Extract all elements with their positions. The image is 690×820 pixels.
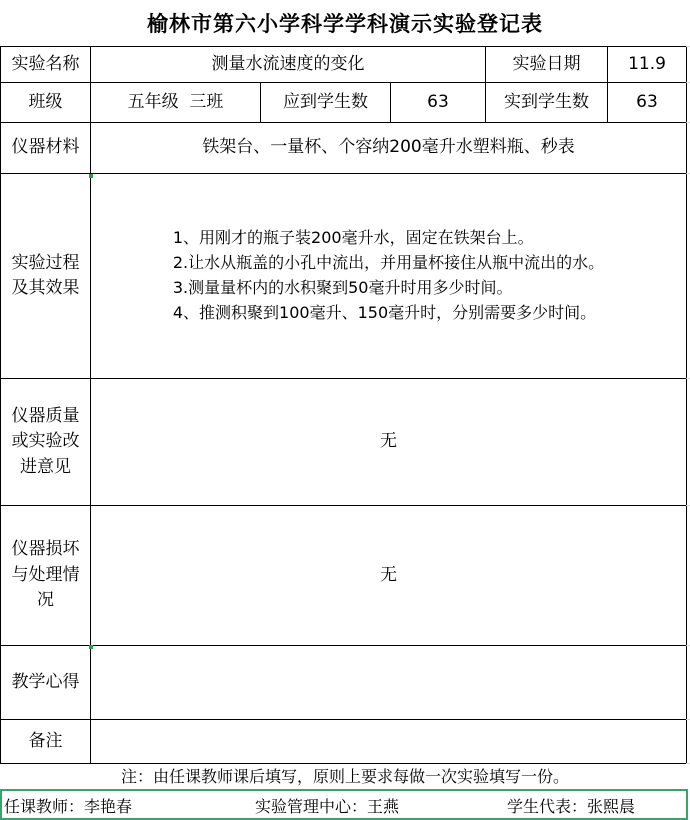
sheet-gridline [686, 763, 690, 764]
registration-table [0, 46, 687, 764]
process-step: 4、推测积聚到100毫升、150毫升时，分别需要多少时间。 [172, 303, 597, 323]
damage-label: 仪器损坏与处理情况 [1, 506, 91, 646]
process-steps [173, 225, 604, 325]
sheet-gridline [686, 82, 690, 83]
experiment-date-label: 实验日期 [486, 47, 608, 83]
quality-label: 仪器质量或实验改进意见 [1, 379, 91, 506]
teacher-signature: 任课教师：李艳春 [4, 797, 133, 816]
experiment-date-cell[interactable]: 11.9 [608, 47, 687, 83]
sheet-gridline [686, 719, 690, 720]
process-step: 1、用刚才的瓶子装200毫升水，固定在铁架台上。 [172, 228, 534, 248]
class-cell[interactable]: 五年级 三班 [91, 83, 261, 123]
table-row [1, 174, 687, 379]
actual-students-label: 实到学生数 [486, 83, 608, 123]
sheet-gridline [686, 122, 690, 123]
table-row [1, 47, 687, 83]
process-cell[interactable] [91, 174, 687, 379]
process-step: 2.让水从瓶盖的小孔中流出，并用量杯接住从瓶中流出的水。 [172, 253, 605, 273]
table-row [1, 123, 687, 174]
signature-row[interactable] [0, 789, 688, 820]
materials-cell[interactable]: 铁架台、一量杯、个容纳200毫升水塑料瓶、秒表 [91, 123, 687, 174]
comment-marker-icon [89, 174, 93, 178]
table-row [1, 646, 687, 720]
sheet-gridline [686, 505, 690, 506]
class-label: 班级 [1, 83, 91, 123]
materials-label: 仪器材料 [1, 123, 91, 174]
remarks-label: 备注 [1, 720, 91, 764]
student-signature: 学生代表：张熙晨 [507, 797, 636, 816]
footer-note: 注：由任课教师课后填写，原则上要求每做一次实验填写一份。 [120, 767, 569, 786]
table-row [1, 83, 687, 123]
sheet-gridline [686, 46, 690, 47]
quality-cell[interactable]: 无 [91, 379, 687, 506]
process-step: 3.测量量杯内的水积聚到50毫升时用多少时间。 [172, 278, 513, 298]
sheet-gridline [686, 645, 690, 646]
form-title: 榆林市第六小学科学学科演示实验登记表 [147, 11, 543, 36]
table-row [1, 720, 687, 764]
sheet-gridline [686, 378, 690, 379]
remarks-cell[interactable] [91, 720, 687, 764]
reflection-label: 教学心得 [1, 646, 91, 720]
expected-students-cell[interactable]: 63 [391, 83, 486, 123]
damage-cell[interactable]: 无 [91, 506, 687, 646]
comment-marker-icon [89, 645, 93, 649]
experiment-name-cell[interactable]: 测量水流速度的变化 [91, 47, 486, 83]
actual-students-cell[interactable]: 63 [608, 83, 687, 123]
experiment-name-label: 实验名称 [1, 47, 91, 83]
reflection-cell[interactable] [91, 646, 687, 720]
process-label: 实验过程及其效果 [1, 174, 91, 379]
sheet-gridline [686, 173, 690, 174]
center-signature: 实验管理中心：王燕 [255, 797, 400, 816]
table-row [1, 506, 687, 646]
table-row [1, 379, 687, 506]
expected-students-label: 应到学生数 [261, 83, 391, 123]
